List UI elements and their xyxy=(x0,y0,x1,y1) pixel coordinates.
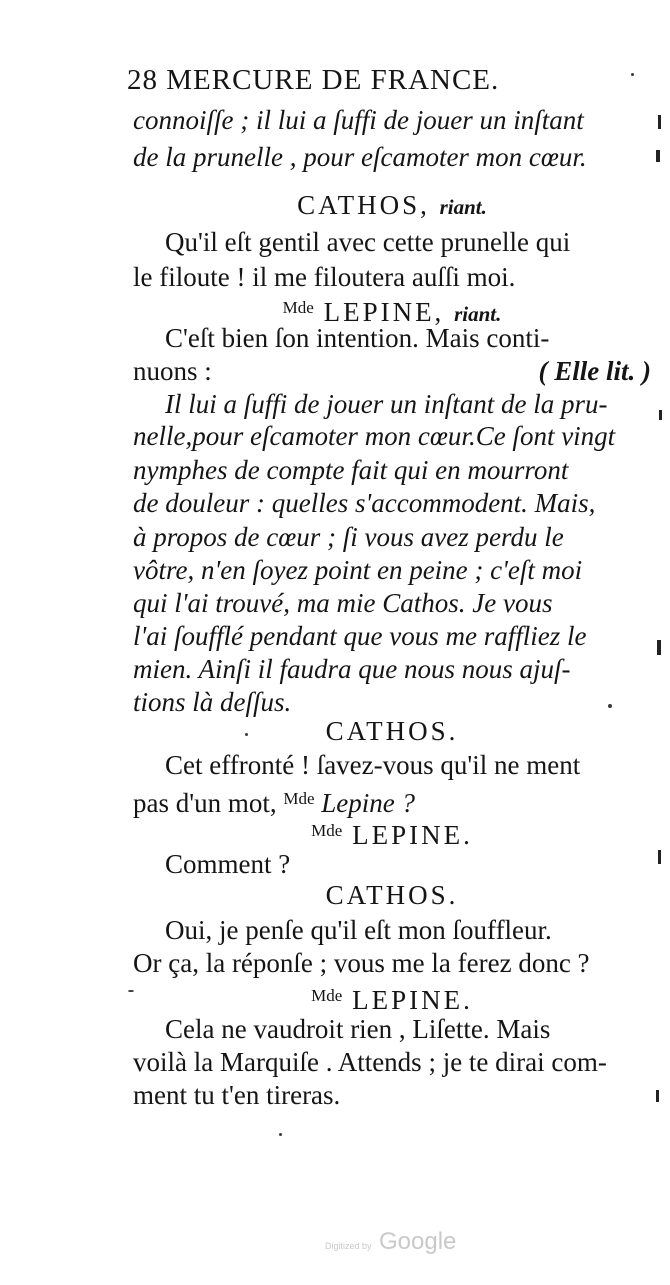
letter-line: Il lui a ſuffi de jouer un inſtant de la pru- xyxy=(165,389,608,419)
google-digitized-watermark xyxy=(325,1228,456,1256)
speech-line: Comment ? xyxy=(165,849,291,879)
letter-line: mien. Ainſi il faudra que nous nous ajuſ- xyxy=(133,654,571,684)
letter-line: de douleur : quelles s'accommodent. Mais, xyxy=(133,488,596,518)
scan-speck xyxy=(279,1133,282,1136)
speaker-heading xyxy=(133,714,651,748)
speech-line: Or ça, la réponſe ; vous me la ferez donc ? xyxy=(133,948,590,978)
speech-line: Cet effronté ! ſavez-vous qu'il ne ment xyxy=(165,750,581,780)
speaker-heading xyxy=(133,878,651,912)
speaker-name: LEPINE. xyxy=(352,985,473,1015)
scan-speck xyxy=(608,704,612,708)
watermark-small-text: Digitized by xyxy=(325,1241,372,1251)
speech-line: voilà la Marquiſe . Attends ; je te dirai com- xyxy=(133,1047,607,1077)
speaker-prefix: Mde xyxy=(282,298,314,317)
scan-speck xyxy=(128,990,134,992)
speech-text: pas d'un mot, xyxy=(133,788,277,818)
speaker-name: LEPINE. xyxy=(352,820,473,850)
letter-line: l'ai ſoufflé pendant que vous me raffliez le xyxy=(133,621,587,651)
letter-line: à propos de cœur ; ſi vous avez perdu le xyxy=(133,522,564,552)
speech-name: Lepine ? xyxy=(321,788,416,818)
speech-text: nuons : xyxy=(133,356,212,386)
speaker-name: CATHOS. xyxy=(325,716,459,746)
page-edge-marks xyxy=(652,0,670,1285)
speaker-name: CATHOS, xyxy=(297,190,430,220)
letter-line: vôtre, n'en ſoyez point en peine ; c'eſt moi xyxy=(133,555,583,585)
speaker-prefix: Mde xyxy=(311,821,343,840)
speech-line xyxy=(133,354,651,388)
letter-line: qui l'ai trouvé, ma mie Cathos. Je vous xyxy=(133,588,553,618)
speech-line: Oui, je penſe qu'il eſt mon ſouffleur. xyxy=(165,915,552,945)
speech-line: Qu'il eſt gentil avec cette prunelle qui xyxy=(165,227,571,257)
speaker-prefix: Mde xyxy=(311,986,343,1005)
stage-direction: riant. xyxy=(454,302,502,326)
scan-speck xyxy=(245,733,248,736)
watermark-brand: Google xyxy=(378,1228,457,1255)
speaker-heading xyxy=(133,188,651,224)
text-line: de la prunelle , pour eſcamoter mon cœur. xyxy=(133,142,587,172)
letter-line: nymphes de compte fait qui en mourront xyxy=(133,455,569,485)
running-head: 28 MERCURE DE FRANCE. xyxy=(127,64,500,96)
speaker-name: CATHOS. xyxy=(325,880,459,910)
speaker-name: LEPINE, xyxy=(323,297,445,327)
speaker-prefix: Mde xyxy=(283,789,315,808)
stage-direction: ( Elle lit. ) xyxy=(538,356,651,386)
text-line: connoiſſe ; il lui a ſuffi de jouer un inſtant xyxy=(133,105,584,135)
speech-line: le filoute ! il me filoutera auſſi moi. xyxy=(133,262,516,292)
speech-line: ment tu t'en tireras. xyxy=(133,1080,341,1110)
letter-line: nelle,pour eſcamoter mon cœur.Ce ſont vingt xyxy=(133,421,616,451)
speech-line: C'eſt bien ſon intention. Mais conti- xyxy=(165,323,550,353)
speech-line: Cela ne vaudroit rien , Liſette. Mais xyxy=(165,1014,551,1044)
letter-line: tions là deſſus. xyxy=(133,687,292,717)
scan-speck xyxy=(631,73,634,76)
stage-direction: riant. xyxy=(439,195,487,219)
